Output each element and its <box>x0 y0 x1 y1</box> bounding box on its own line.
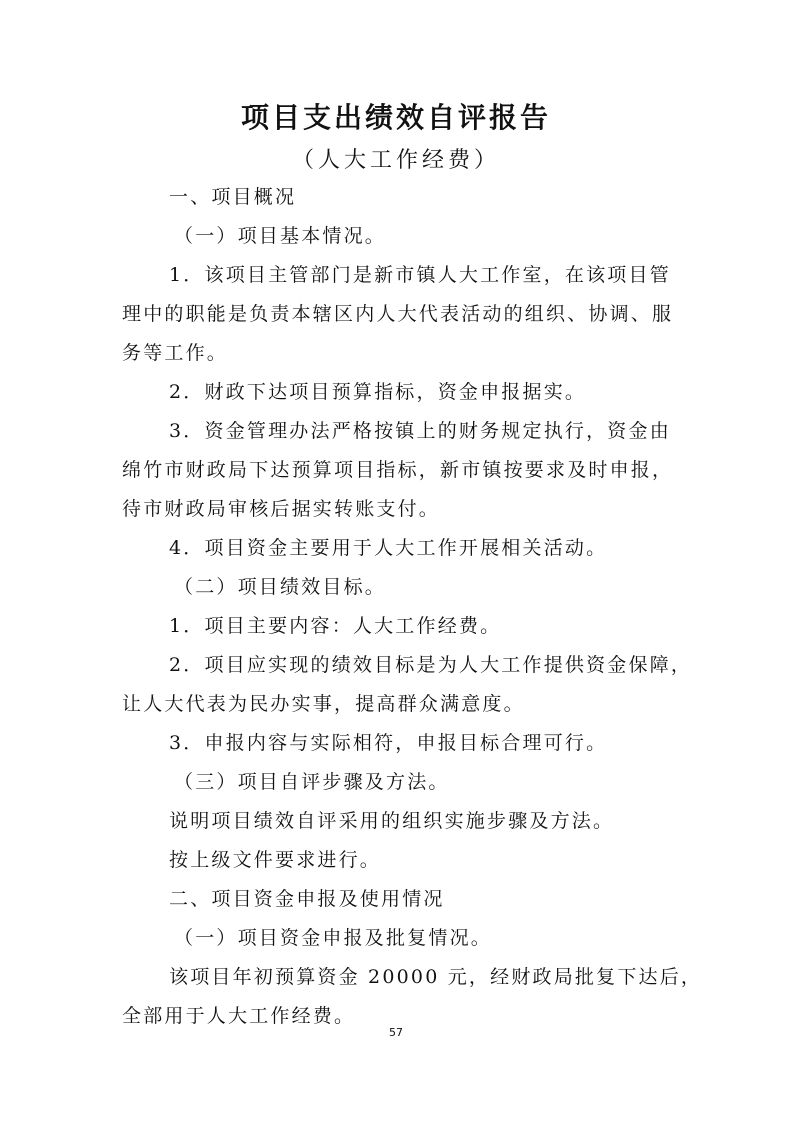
paragraph-line: 全部用于人大工作经费。 <box>122 1005 356 1027</box>
document-title: 项目支出绩效自评报告 <box>240 101 551 134</box>
paragraph-line: 3．资金管理办法严格按镇上的财务规定执行，资金由 <box>169 420 671 442</box>
paragraph-line: 4．项目资金主要用于人大工作开展相关活动。 <box>169 537 608 559</box>
section-heading-1: 一、项目概况 <box>169 186 297 208</box>
paragraph-line: 2．项目应实现的绩效目标是为人大工作提供资金保障， <box>169 654 693 676</box>
paragraph-line: 绵竹市财政局下达预算项目指标，新市镇按要求及时申报， <box>122 459 674 481</box>
subsection-heading-4: （一）项目资金申报及批复情况。 <box>174 927 493 949</box>
paragraph-line: 该项目年初预算资金 20000 元，经财政局批复下达后， <box>169 966 703 988</box>
document-body <box>122 178 703 1036</box>
paragraph-line: 2．财政下达项目预算指标，资金申报据实。 <box>169 381 587 403</box>
section-heading-2: 二、项目资金申报及使用情况 <box>169 888 445 910</box>
paragraph-line: 说明项目绩效自评采用的组织实施步骤及方法。 <box>169 810 615 832</box>
paragraph-line: 按上级文件要求进行。 <box>169 849 382 871</box>
paragraph-line: 理中的职能是负责本辖区内人大代表活动的组织、协调、服 <box>122 303 674 325</box>
paragraph-line: 1．项目主要内容：人大工作经费。 <box>169 615 502 637</box>
document-subtitle: （人大工作经费） <box>291 148 500 173</box>
paragraph-line: 1．该项目主管部门是新市镇人大工作室，在该项目管 <box>169 264 671 286</box>
paragraph-line: 待市财政局审核后据实转账支付。 <box>122 498 441 520</box>
subsection-heading-3: （三）项目自评步骤及方法。 <box>174 771 450 793</box>
paragraph-line: 3．申报内容与实际相符，申报目标合理可行。 <box>169 732 608 754</box>
paragraph-line: 务等工作。 <box>122 342 229 364</box>
page-number: 57 <box>389 1026 403 1039</box>
subsection-heading-1: （一）项目基本情况。 <box>174 225 387 247</box>
paragraph-line: 让人大代表为民办实事，提高群众满意度。 <box>122 693 525 715</box>
subsection-heading-2: （二）项目绩效目标。 <box>174 576 387 598</box>
